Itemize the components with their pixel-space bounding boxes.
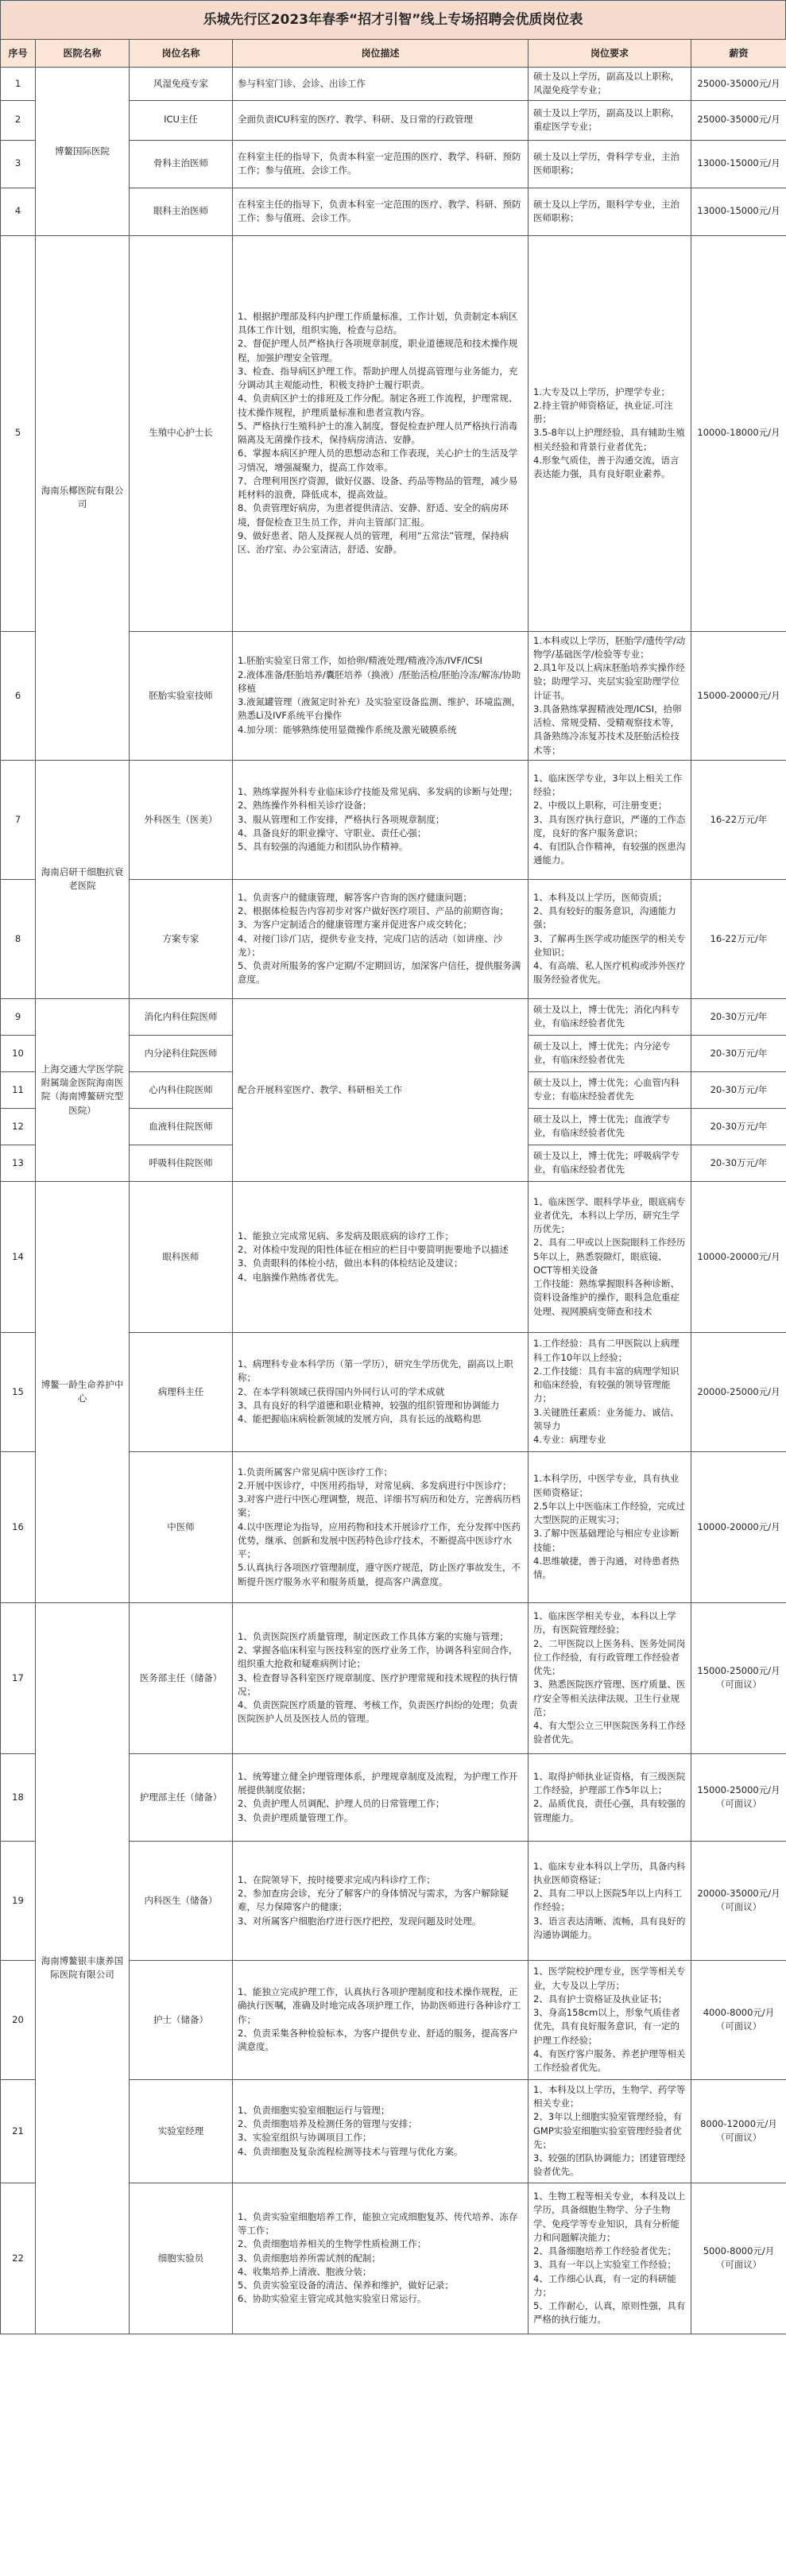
position-requirement-line: 3、了解再生医学或功能医学的相关专业知识； [533,932,686,958]
position-requirement [529,1960,691,2079]
position-requirement-line: 硕士及以上学历，副高及以上职称，风湿免疫学专业； [533,71,680,96]
position-description-line: 配合开展科室医疗、教学、科研相关工作 [238,1083,402,1095]
position-description-line: 1、在院领导下，按时接要求完成内科诊疗工作； [238,1873,436,1885]
salary-line: 13000-15000元/月 [697,157,780,169]
jobs-table [0,39,786,2334]
salary [691,1181,786,1332]
position-requirement-line: 4、有大型公立三甲医院医务科工作经验者优先。 [533,1720,686,1745]
hospital-name: 博鳌国际医院 [36,68,130,236]
table-row [1,1181,786,1332]
position-requirement-line: 硕士及以上学历，副高及以上职称，重症医学专业； [533,107,680,132]
row-number: 6 [1,631,36,760]
row-number: 11 [1,1071,36,1108]
position-description-line: 4、负责细胞及复杂流程检测等技术与管理与优化方案。 [238,2145,463,2157]
header-requirement: 岗位要求 [529,40,691,68]
salary [691,2183,786,2334]
salary-line: （可面议） [715,2132,762,2144]
position-description-line: 2、对体检中发现的阳性体征在相应的栏目中要简明扼要地予以描述 [238,1244,509,1255]
position-description-line: 2、根据体检报告内容初步对客户做好医疗项目、产品的前期咨询； [238,905,509,917]
salary [691,1753,786,1841]
salary-line: 5000-8000元/月 [703,2245,775,2256]
salary [691,1145,786,1181]
position-requirement [529,1841,691,1960]
position-name: 风湿免疫专家 [130,68,233,101]
position-requirement-line: 1、临床专业本科以上学历，具备内科执业医师资格证； [533,1860,686,1885]
position-description-line: 4、电脑操作熟练者优先。 [238,1271,344,1283]
row-number: 14 [1,1181,36,1332]
position-requirement-line: 1、临床医学相关专业，本科以上学历，有医院管理经验； [533,1610,676,1636]
position-requirement-line: 2、具有较好的服务意识，沟通能力强； [533,905,676,931]
position-requirement-line: 硕士及以上，博士优先；血液学专业，有临床经验者优先 [533,1114,671,1139]
position-requirement [529,1332,691,1451]
table-row [1,68,786,101]
position-requirement-line: 2.具1年及以上病床胚胎培养实操作经验；助理学习、夹层实验室助理学位计证书。 [533,662,685,701]
position-requirement [529,998,691,1035]
position-requirement-line: 1.大专及以上学历，护理学专业； [533,385,670,397]
position-description-line: 2、负责护理人员调配、护理人员的日常管理工作； [238,1798,445,1810]
position-name: 方案专家 [130,879,233,998]
position-requirement-line: 4.思维敏捷，善于沟通，对待患者热情。 [533,1555,680,1580]
position-description-line: 2、负责细胞培养及检测任务的管理与安排； [238,2118,417,2129]
page-title: 乐城先行区2023年春季“招才引智”线上专场招聘会优质岗位表 [0,0,786,39]
position-description-line: 1、熟练掌握外科专业临床诊疗技能及常见病、多发病的诊断与处理； [238,786,518,798]
table-row [1,235,786,631]
position-requirement-line: 2、具有二甲以上医院5年以上内科工作经验； [533,1888,683,1913]
position-requirement-line: 3、具有一年以上实验室工作经验； [533,2259,676,2271]
position-requirement-line: 硕士及以上，博士优先；心血管内科专业；有临床经验者优先 [533,1077,680,1102]
position-description [233,879,529,998]
position-requirement [529,879,691,998]
salary [691,998,786,1035]
position-description-line: 4、具备良好的职业操守、守职业、责任心强； [238,827,427,839]
position-requirement [529,631,691,760]
position-description-line: 3、实验室组织与协调项目工作； [238,2132,372,2144]
hospital-name: 海南启研干细胞抗衰老医院 [36,760,130,998]
position-description-line: 4、负责医院医疗质量的管理、考核工作，负责医疗纠纷的处理；负责医院医护人员及医技人员的管理。 [238,1699,518,1725]
header-hospital: 医院名称 [36,40,130,68]
row-number: 21 [1,2079,36,2183]
position-requirement-line: 3.了解中医基础理论与相应专业诊断技能； [533,1528,680,1553]
table-row [1,1602,786,1753]
position-description-line: 在科室主任的指导下，负责本科室一定范围的医疗、教学、科研、预防工作；参与值班、会诊工作。 [238,198,521,223]
position-name: 内分泌科住院医师 [130,1035,233,1071]
salary-line: 16-22万元/年 [710,813,768,825]
position-requirement [529,1181,691,1332]
row-number: 9 [1,998,36,1035]
position-requirement-line: 硕士及以上学历，骨科学专业，主治医师职称； [533,150,680,176]
position-requirement [529,140,691,188]
salary-line: 10000-18000元/月 [697,427,780,439]
salary [691,760,786,879]
salary [691,879,786,998]
salary [691,140,786,188]
position-description-line: 2、在本学科领域已获得国内外同行认可的学术成就 [238,1385,445,1397]
salary [691,100,786,140]
position-description-line: 6、掌握本病区护理人员的思想动态和工作表现，关心护士的生活及学习情况，增强凝聚力，提高工作效率。 [238,447,518,473]
position-name: 眼科医师 [130,1181,233,1332]
position-description-line: 4.加分项：能够熟练使用显微操作系统及激光破膜系统 [238,723,457,735]
salary [691,235,786,631]
position-requirement-line: 4.形象气质佳，善于沟通交流，语言表达能力强，具有良好职业素养。 [533,454,680,480]
position-requirement-line: 2、具有护士资格证及执业证书； [533,1993,668,2005]
position-description-line: 1、根据护理部及科内护理工作质量标准，工作计划，负责制定本病区具体工作计划，组织实施，检查与总结。 [238,310,518,335]
position-requirement-line: 2.5年以上中医临床工作经验，完成过大型医院的正规实习； [533,1500,685,1525]
position-description-line: 5、负责对所服务的客户定期/不定期回访，加深客户信任，提供服务满意度。 [238,960,521,986]
salary [691,2079,786,2183]
salary-line: 15000-25000元/月 [697,1784,780,1795]
position-requirement-line: 1、医学院校护理专业，医学等相关专业，大专及以上学历； [533,1966,686,1991]
position-description-line: 3、负责细胞培养所需试剂的配制； [238,2252,381,2264]
position-requirement-line: 2.工作技能：具有丰富的病理学知识和临床经验，有较强的领导管理能力； [533,1365,680,1404]
position-description [233,100,529,140]
position-description [233,1451,529,1602]
position-requirement-line: 3.具备熟练掌握精液处理/ICSI，拾卵活检、常规受精、受精观察技术等，具备熟练冷冻复苏技术及胚胎活检技术等； [533,703,682,756]
salary-line: 20-30万元/年 [710,1010,768,1022]
row-number: 12 [1,1108,36,1145]
row-number: 8 [1,879,36,998]
position-description-line: 3、负责护理质量管理工作。 [238,1811,354,1823]
position-requirement-line: 2.持主管护师资格证，执业证.可注册； [533,399,673,425]
position-requirement-line: 3、熟悉医院医疗管理、医疗质量、医疗安全等相关法律法规、卫生行业规范； [533,1679,686,1718]
position-name: 护理部主任（储备） [130,1753,233,1841]
position-name: 医务部主任（储备） [130,1602,233,1753]
position-name: 生殖中心护士长 [130,235,233,631]
position-description-line: 全面负责ICU科室的医疗、教学、科研、及日常的行政管理 [238,114,473,126]
position-requirement-line: 3.5-8年以上护理经验，具有辅助生殖相关经验和背景行业者优先； [533,427,685,452]
position-description-line: 4、能把握临床病检新领域的发展方向，具有长远的战略构思 [238,1413,482,1425]
position-description-line: 2.开展中医诊疗，中医用药指导，对常见病、多发病进行中医诊疗； [238,1479,512,1491]
position-description [233,1602,529,1753]
position-description [233,1841,529,1960]
row-number: 5 [1,235,36,631]
position-description-line: 5、负责实验室设备的清洁、保养和维护，做好记录； [238,2280,454,2291]
position-name: 内科医生（储备） [130,1841,233,1960]
position-requirement-line: 4、工作细心认真，有一定的科研能力； [533,2272,676,2298]
salary [691,1602,786,1753]
position-requirement [529,1602,691,1753]
position-description [233,1753,529,1841]
salary-line: 15000-25000元/月 [697,1665,780,1676]
salary [691,1071,786,1108]
position-description-line: 2.液体准备/胚胎培养/囊胚培养（换液）/胚胎活检/胚胎冷冻/解冻/协助移植 [238,668,521,694]
position-name: 细胞实验员 [130,2183,233,2334]
position-description-line: 8、负责管理好病房，为患者提供清洁、安静、舒适、安全的病房环境，督促检查卫生员工作，并向主管部门汇报。 [238,502,509,528]
position-requirement-line: 4、有医疗客户服务、养老护理等相关工作经验者优先。 [533,2047,686,2073]
position-name: 护士（储备） [130,1960,233,2079]
position-name: 胚胎实验室技师 [130,631,233,760]
position-description-line: 5、具有较强的沟通能力和团队协作精神。 [238,841,408,853]
position-description-line: 1、病理科专业本科学历（第一学历），研究生学历优先，副高以上职称； [238,1358,513,1384]
position-description [233,235,529,631]
position-description [233,1332,529,1451]
position-description-line: 3.液氮罐管理（液氮定时补充）及实验室设备监测、维护、环境监测，熟悉Li及IVF系统平台操作 [238,696,521,722]
position-name: 骨科主治医师 [130,140,233,188]
hospital-name: 海南博鳌银丰康养国际医院有限公司 [36,1602,130,2334]
position-requirement-line: 3、身高158cm以上，形象气质佳者优先，具有良好服务意识，有一定的护理工作经验； [533,2007,680,2046]
position-requirement [529,100,691,140]
position-description-line: 5、严格执行生殖科护士的准入制度，督促检查护理人员严格执行消毒隔离及无菌操作技术，保持病房清洁、安静。 [238,420,518,445]
position-requirement-line: 工作技能：熟练掌握眼科各种诊断、资料设备维护的操作，眼科急危重症处理、视网膜病变筛查和技术 [533,1278,680,1317]
position-requirement [529,1035,691,1071]
position-description-line: 1、负责实验室细胞培养工作，能独立完成细胞复苏、传代培养、冻存等工作； [238,2210,518,2237]
position-description-line: 3、服从管理和工作安排，严格执行各项规章制度； [238,813,445,825]
position-requirement-line: 1、本科及以上学历，生物学、药学等相关专业； [533,2083,686,2109]
position-description [233,998,529,1181]
position-description-line: 在科室主任的指导下，负责本科室一定范围的医疗、教学、科研、预防工作；参与值班、会诊工作。 [238,150,521,176]
position-requirement [529,1145,691,1181]
salary-line: 20000-35000元/月 [697,1888,780,1899]
position-name: 眼科主治医师 [130,188,233,235]
position-requirement [529,2183,691,2334]
table-row [1,760,786,879]
position-description-line: 3、为客户定制适合的健康管理方案并促进客户成交转化； [238,919,472,931]
salary [691,1035,786,1071]
position-requirement-line: 2、具有二甲或以上医院眼科工作经历5年以上，熟悉裂隙灯，眼底镜、OCT等相关设备 [533,1237,686,1276]
position-requirement-line: 1.本科或以上学历，胚胎学/遗传学/动物学/基础医学/检验等专业； [533,634,686,660]
position-description-line: 2、督促护理人员严格执行各项规章制度，职业道德规范和技术操作规程，加强护理安全管理。 [238,338,518,363]
position-requirement-line: 3、较强的团队协调能力；团建管理经验者优先。 [533,2152,686,2178]
position-requirement [529,1071,691,1108]
position-description-line: 5.认真执行各项医疗管理制度，遵守医疗规范，防止医疗事故发生，不断提升医疗服务水平和服务质量，提高客户满意度。 [238,1562,521,1587]
position-description-line: 6、协助实验室主管完成其他实验室日常运行。 [238,2293,427,2305]
position-description-line: 3、检查、指导病区护理工作。帮助护理人员提高管理与业务能力，充分调动其主观能动性，积极支持护士履行职责。 [238,365,518,390]
position-requirement-line: 硕士及以上，博士优先；内分泌专业，有临床经验者优先 [533,1040,671,1066]
position-requirement-line: 1、临床医学专业，3年以上相关工作经验； [533,772,683,798]
salary-line: 25000-35000元/月 [697,77,780,89]
salary [691,1108,786,1145]
position-description [233,1181,529,1332]
position-requirement-line: 3、语言表达清晰、流畅，具有良好的沟通协调能力。 [533,1915,686,1940]
salary-line: （可面议） [715,1798,762,1810]
position-description-line: 7、合理利用医疗资源，做好仪器、设备、药品等物品的管理，减少易耗材料的浪费，降低成本，提高效益。 [238,475,518,500]
position-requirement-line: 3、具有医疗执行意识，严谨的工作态度，良好的客户服务意识； [533,813,686,839]
row-number: 3 [1,140,36,188]
salary-line: （可面议） [715,1679,762,1691]
position-requirement [529,235,691,631]
position-requirement-line: 2、品质优良，责任心强，具有较强的管理能力。 [533,1798,686,1823]
salary-line: 8000-12000元/月 [700,2118,777,2129]
position-requirement-line: 1.本科学历，中医学专业，具有执业医师资格证； [533,1473,680,1498]
position-requirement [529,188,691,235]
salary-line: 20-30万元/年 [710,1120,768,1132]
position-requirement-line: 1.工作经验：具有二甲医院以上病理科工作10年以上经验； [533,1338,680,1363]
position-description-line: 2、负责采集各种检验标本，为客户提供专业、舒适的服务，提高客户满意度。 [238,2027,518,2053]
salary [691,68,786,101]
position-description-line: 1、负责客户的健康管理，解答客户咨询的医疗健康问题； [238,891,472,903]
position-description-line: 4、对接门诊/门店，提供专业支持，完成门店的活动（如讲座、沙龙）； [238,932,503,958]
position-description-line: 1、负责医院医疗质量管理，制定医政工作具体方案的实施与管理； [238,1630,509,1642]
position-description-line: 3、检查督导各科室医疗规章制度、医疗护理常规和技术规程的执行情况； [238,1671,518,1697]
position-description [233,140,529,188]
salary [691,631,786,760]
position-name: 病理科主任 [130,1332,233,1451]
position-description-line: 1、能独立完成护理工作，认真执行各项护理制度和技术操作规程，正确执行医嘱，准确及时地完成各项护理工作，协助医师进行各种诊疗工作； [238,1986,521,2025]
position-description-line: 4、负责病区护士的排班及工作分配。制定各班工作流程，护理常规、技术操作规程，护理质量标准和患者宣教内容。 [238,393,518,418]
position-requirement-line: 硕士及以上，博士优先；消化内科专业，有临床经验者优先 [533,1004,680,1029]
position-name: 血液科住院医师 [130,1108,233,1145]
position-requirement-line: 2、中级以上职称，可注册变更； [533,800,668,812]
position-description-line: 3、具有良好的科学道德和职业精神，较强的组织管理和协调能力 [238,1399,500,1411]
position-requirement-line: 2、具备细胞培养工作经验者优先； [533,2245,676,2256]
position-name: ICU主任 [130,100,233,140]
position-requirement-line: 3.关键胜任素质：业务能力、诚信、领导力 [533,1406,680,1431]
position-requirement [529,760,691,879]
salary-line: （可面议） [715,2020,762,2032]
position-requirement-line: 2、3年以上细胞实验室管理经验，有GMP实验室细胞实验室管理经验者优先； [533,2111,683,2150]
position-description-line: 1、能独立完成常见病、多发病及眼底病的诊疗工作； [238,1230,454,1242]
salary-line: （可面议） [715,2259,762,2271]
row-number: 10 [1,1035,36,1071]
row-number: 7 [1,760,36,879]
salary-line: 20000-25000元/月 [697,1385,780,1397]
salary-line: 13000-15000元/月 [697,205,780,217]
position-description-line: 2、参加查房会诊，充分了解客户的身体情况与需求，为客户解除疑难，尽力保障客户的健康； [238,1888,509,1913]
hospital-name: 博鳌一龄生命养护中心 [36,1181,130,1602]
salary [691,188,786,235]
row-number: 15 [1,1332,36,1451]
salary-line: 20-30万元/年 [710,1156,768,1168]
position-name: 外科医生（医美） [130,760,233,879]
position-description [233,2079,529,2183]
position-description-line: 1.胚胎实验室日常工作，如拾卵/精液处理/精液冷冻/IVF/ICSI [238,655,482,667]
position-requirement-line: 4、有高端、私人医疗机构或涉外医疗服务经验者优先。 [533,960,686,986]
position-description-line: 1.负责所属客户常见病中医诊疗工作； [238,1466,393,1478]
position-requirement-line: 硕士及以上，博士优先；呼吸病学专业，有临床经验者优先 [533,1150,680,1176]
salary-line: 4000-8000元/月 [703,2007,775,2018]
position-requirement [529,1753,691,1841]
position-description-line: 参与科室门诊、会诊、出诊工作 [238,77,366,89]
position-requirement [529,1108,691,1145]
header-no: 序号 [1,40,36,68]
hospital-name: 上海交通大学医学院附属瑞金医院海南医院（海南博鳌研究型医院） [36,998,130,1181]
position-requirement [529,2079,691,2183]
position-description [233,1960,529,2079]
position-requirement-line: 2、二甲医院以上医务科、医务处同岗位工作经验，有行政管理工作经验者优先； [533,1637,686,1676]
position-description [233,631,529,760]
position-name: 心内科住院医师 [130,1071,233,1108]
salary [691,1332,786,1451]
row-number: 16 [1,1451,36,1602]
position-description-line: 1、统筹建立健全护理管理体系，护理规章制度及流程，为护理工作开展提供制度依据； [238,1770,518,1795]
position-description-line: 4.以中医理论为指导，应用药物和技术开展诊疗工作，充分发挥中医药优势，继承、创新和发展中医药特色诊疗技术，不断提高中医诊疗水平； [238,1520,521,1560]
position-requirement-line: 硕士及以上学历，眼科学专业，主治医师职称； [533,198,680,223]
position-name: 中医师 [130,1451,233,1602]
position-requirement-line: 4、有团队合作精神，有较强的医患沟通能力。 [533,841,686,866]
salary-line: 10000-20000元/月 [697,1520,780,1532]
row-number: 20 [1,1960,36,2079]
row-number: 13 [1,1145,36,1181]
table-header-row [1,40,786,68]
position-requirement [529,68,691,101]
position-requirement-line: 1、临床医学、眼科学毕业，眼底病专业者优先，本科以上学历，研究生学历优先； [533,1195,686,1235]
position-description [233,2183,529,2334]
salary-line: 20-30万元/年 [710,1047,768,1059]
salary [691,1841,786,1960]
salary-line: 15000-20000元/月 [697,689,780,701]
position-requirement-line: 4.专业：病理专业 [533,1434,606,1445]
position-requirement-line: 1、本科及以上学历，医师资质； [533,891,668,903]
salary-line: 10000-20000元/月 [697,1250,780,1262]
salary-line: （可面议） [715,1901,762,1913]
position-requirement-line: 1、取得护师执业证资格，有三级医院工作经验，护理部工作5年以上； [533,1770,686,1795]
position-requirement-line: 5、工作耐心，认真，原则性强，具有严格的执行能力。 [533,2300,686,2326]
position-description-line: 2、熟练操作外科相关诊疗设备； [238,800,372,812]
position-name: 实验室经理 [130,2079,233,2183]
position-name: 呼吸科住院医师 [130,1145,233,1181]
row-number: 17 [1,1602,36,1753]
position-description-line: 1、负责细胞实验室细胞运行与管理； [238,2104,390,2116]
position-description-line: 9、做好患者、陪人及探视人员的管理，利用“五常法”管理，保持病区、治疗室、办公室清洁，舒适、安静。 [238,529,509,555]
salary [691,1960,786,2079]
header-position: 岗位名称 [130,40,233,68]
row-number: 2 [1,100,36,140]
position-description [233,760,529,879]
row-number: 22 [1,2183,36,2334]
table-row [1,998,786,1035]
position-name: 消化内科住院医师 [130,998,233,1035]
header-salary: 薪资 [691,40,786,68]
position-description [233,188,529,235]
salary-line: 25000-35000元/月 [697,114,780,126]
salary-line: 16-22万元/年 [710,932,768,944]
header-description: 岗位描述 [233,40,529,68]
row-number: 4 [1,188,36,235]
position-description-line: 3、负责眼科的体检小结，做出本科的体检结论及建议； [238,1257,463,1269]
position-description-line: 4、收集培养上清液、胞液分装； [238,2265,372,2277]
position-description-line: 2、掌握各临床科室与医技科室的医疗业务工作，协调各科室间合作，组织重大抢救和疑难病例讨论； [238,1644,518,1670]
position-description-line: 3、对所属客户细胞治疗进行医疗把控，发现问题及时处理。 [238,1915,482,1927]
salary-line: 20-30万元/年 [710,1083,768,1095]
row-number: 18 [1,1753,36,1841]
row-number: 1 [1,68,36,101]
hospital-name: 海南乐椰医院有限公司 [36,235,130,760]
position-description [233,68,529,101]
salary [691,1451,786,1602]
position-requirement [529,1451,691,1602]
row-number: 19 [1,1841,36,1960]
position-description-line: 3.对客户进行中医心理调整，规范、详细书写病历和处方，完善病历档案； [238,1493,521,1519]
position-description-line: 2、负责细胞培养相关的生物学性质检测工作； [238,2238,427,2250]
position-requirement-line: 1、生物工程等相关专业，本科及以上学历，具备细胞生物学、分子生物学、免疫学等专业知识，具有分析能力和问题解决能力； [533,2191,686,2243]
